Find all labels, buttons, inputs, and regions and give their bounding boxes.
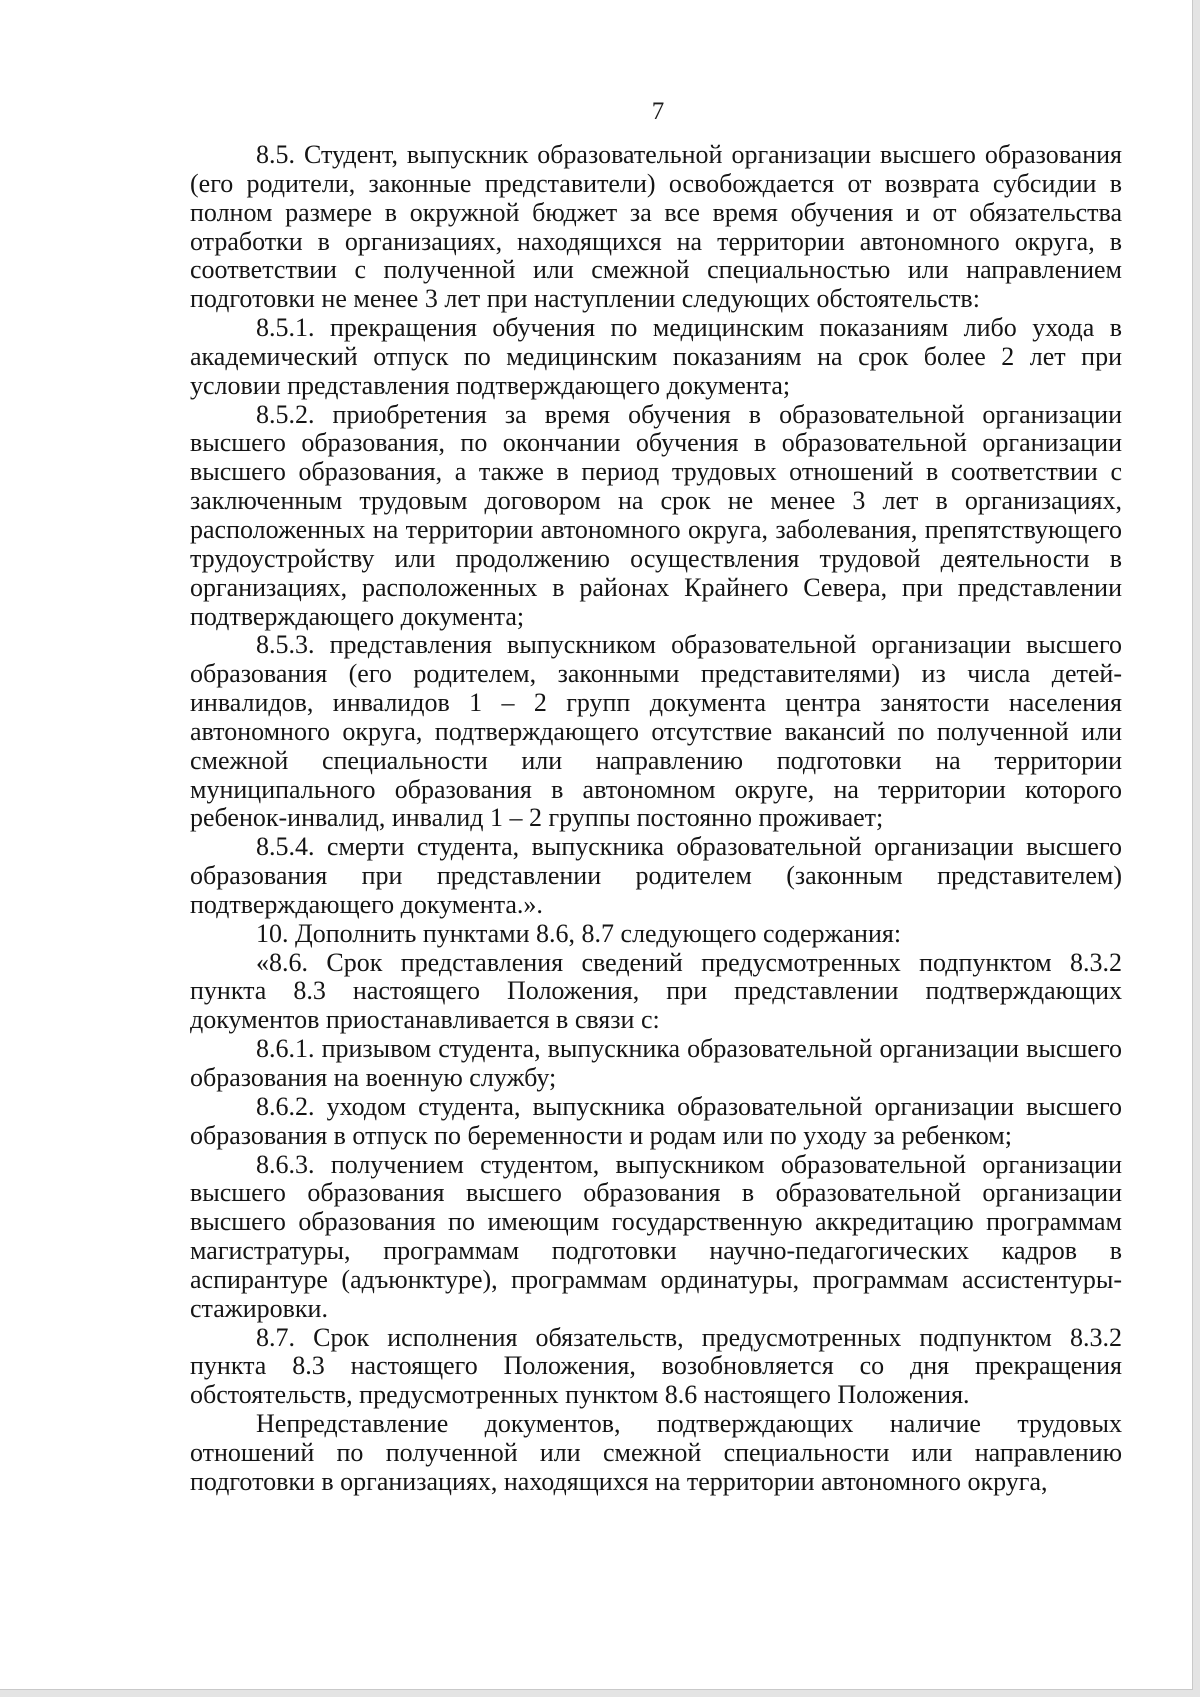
paragraph-8-5-2: 8.5.2. приобретения за время обучения в образовательной организации высшего образования, по окончании обучения в образовательной организации высшего образования, а также в период трудовых отношений в соответствии с заключенным трудовым договором на срок не менее 3 лет в организациях, расположенных на территории автономного округа, заболевания, препятствующего трудоустройству или продолжению осуществления трудовой деятельности в организациях, расположенных в районах Крайнего Севера, при представлении подтверждающего документа; xyxy=(190,399,1122,631)
paragraph-8-6-2: 8.6.2. уходом студента, выпускника образовательной организации высшего образования в отпуск по беременности и родам или по уходу за ребенком; xyxy=(190,1091,1122,1150)
paragraph-10: 10. Дополнить пунктами 8.6, 8.7 следующего содержания: xyxy=(256,918,902,948)
paragraph-8-6: «8.6. Срок представления сведений предусмотренных подпунктом 8.3.2 пункта 8.3 настоящего Положения, при представлении подтверждающих документов приостанавливается в связи с: xyxy=(190,947,1122,1035)
paragraph-8-5-1: 8.5.1. прекращения обучения по медицинским показаниям либо ухода в академический отпуск по медицинским показаниям на срок более 2 лет при условии представления подтверждающего документа; xyxy=(190,313,1122,400)
paragraph-8-7: 8.7. Срок исполнения обязательств, предусмотренных подпунктом 8.3.2 пункта 8.3 настоящего Положения, возобновляется со дня прекращения обстоятельств, предусмотренных пунктом 8.6 настоящего Положения. xyxy=(190,1322,1122,1410)
paragraph-8-6-1: 8.6.1. призывом студента, выпускника образовательной организации высшего образования на военную службу; xyxy=(190,1034,1122,1092)
document-body xyxy=(190,141,1122,1497)
page-number: 7 xyxy=(651,98,665,125)
paragraph-8-5: 8.5. Студент, выпускник образовательной организации высшего образования (его родители, законные представители) освобождается от возврата субсидии в полном размере в окружной бюджет за все время обучения и от обязательства отработки в организациях, находящихся на территории автономного округа, в соответствии с полученной или смежной специальностью или направлением подготовки не менее 3 лет при наступлении следующих обстоятельств: xyxy=(190,140,1122,314)
paragraph-non-submission: Непредставление документов, подтверждающих наличие трудовых отношений по полученной или смежной специальности или направлению подготовки в организациях, находящихся на территории автономного округа, xyxy=(190,1409,1122,1496)
paragraph-8-5-3: 8.5.3. представления выпускником образовательной организации высшего образования (его родителем, законными представителями) из числа детей-инвалидов, инвалидов 1 – 2 групп документа центра занятости населения автономного округа, подтверждающего отсутствие вакансий по полученной или смежной специальности или направлению подготовки на территории муниципального образования в автономном округе, на территории которого ребенок-инвалид, инвалид 1 – 2 группы постоянно проживает; xyxy=(190,630,1122,833)
paragraph-8-5-4: 8.5.4. смерти студента, выпускника образовательной организации высшего образования при представлении родителем (законным представителем) подтверждающего документа.». xyxy=(190,832,1122,919)
paragraph-8-6-3: 8.6.3. получением студентом, выпускником образовательной организации высшего образования высшего образования в образовательной организации высшего образования по имеющим государственную аккредитацию программам магистратуры, программам подготовки научно-педагогических кадров в аспирантуре (адъюнктуре), программам ординатуры, программам ассистентуры-стажировки. xyxy=(190,1149,1122,1323)
